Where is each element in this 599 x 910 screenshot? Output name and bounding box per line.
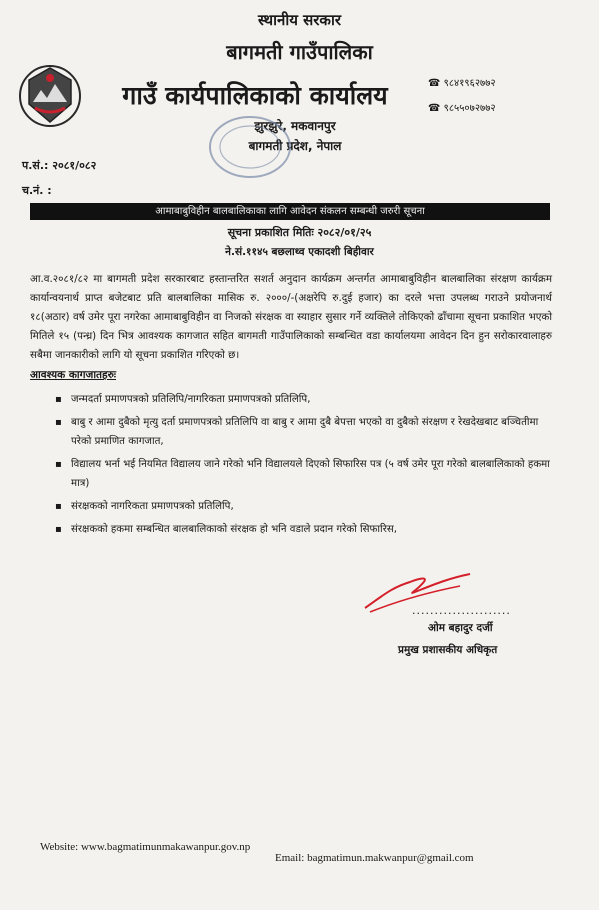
notice-subject-banner: आमाबाबुविहीन बालबालिकाका लागि आवेदन संकलन सम्बन्धी जरुरी सूचना <box>30 203 550 220</box>
list-item: ▪ संरक्षकको नागरिकता प्रमाणपत्रको प्रतिलिपि, <box>55 497 560 516</box>
office-title: गाउँ कार्यपालिकाको कार्यालय <box>122 81 388 110</box>
list-item: ▪ संरक्षकको हकमा सम्बन्धित बालबालिकाको संरक्षक हो भनि वडाले प्रदान गरेको सिफारिस, <box>55 520 560 539</box>
required-documents-list <box>55 390 560 543</box>
local-government-label: स्थानीय सरकार <box>258 11 341 29</box>
list-item: ▪ विद्यालय भर्ना भई नियमित विद्यालय जाने गरेको भनि विद्यालयले दिएको सिफारिस पत्र (५ वर्ष उमेर पूरा गरेको बालबालिकाको हकमा मात्र) <box>55 455 560 493</box>
address-line-1: झुरझुरे, मकवानपुर <box>254 119 336 133</box>
list-item: ▪ बाबु र आमा दुबैको मृत्यु दर्ता प्रमाणपत्रको प्रतिलिपि वा बाबु र आमा दुबै बेपत्ता भएको वा दुबैको संरक्षण र रेखदेखबाट बञ्चितीमा परेको प्रमाणित कागजात, <box>55 413 560 451</box>
office-stamp <box>205 112 295 182</box>
required-documents-heading: आवश्यक कागजातहरुः <box>30 369 117 381</box>
email-address: Email: bagmatimun.makwanpur@gmail.com <box>275 852 474 864</box>
website-url: Website: www.bagmatimunmakawanpur.gov.np <box>40 841 251 853</box>
reference-number: प.सं.: २०८१/०८२ <box>22 159 97 172</box>
phone-number-2: ☎ ९८५५०७२७७२ <box>428 103 496 114</box>
dispatch-number: च.नं. : <box>22 184 52 197</box>
notice-body: आ.व.२०८१/८२ मा बागमती प्रदेश सरकारबाट हस्तान्तरित सशर्त अनुदान कार्यक्रम अन्तर्गत आमाबाबुविहीन बालबालिका संरक्षण कार्यक्रम कार्यान्वयनार्थ प्राप्त बजेटबाट प्रति बालबालिका मासिक रु. २०००/-(अक्षरेपि रु.दुई हजार) का दरले भत्ता उपलब्ध गराउने प्रयोजनार्थ १८(अठार) वर्ष उमेर पूरा नगरेका आमाबाबुविहीन वा निजको संरक्षक वा स्याहार सुसार गर्ने व्यक्तिले तोकिएको ढाँचामा सूचना प्रकाशित भएको मितिले १५ (पन्ध्र) दिन भित्र आवश्यक कागजात सहित बागमती गाउँपालिकाको सम्बन्धित वडा कार्यालयमा आवेदन दिन हुन सरोकारवालाहरु सबैमा जानकारीको लागि यो सूचना प्रकाशित गरिएको छ। <box>30 273 552 361</box>
nepal-emblem-logo <box>15 60 85 132</box>
signatory-title: प्रमुख प्रशासकीय अधिकृत <box>398 644 498 656</box>
publication-date: सूचना प्रकाशित मितिः २०८२/०१/२५ <box>227 226 372 239</box>
address-line-2: बागमती प्रदेश, नेपाल <box>248 139 342 153</box>
phone-number-1: ☎ ९८४१९६२७७२ <box>428 78 496 89</box>
nepal-sambat-date: ने.सं.११४५ बछलाथ्व एकादशी बिहीवार <box>225 246 374 258</box>
municipality-name: बागमती गाउँपालिका <box>226 40 373 64</box>
signatory-name: ओम बहादुर दर्जी <box>428 622 493 634</box>
list-item: ▪ जन्मदर्ता प्रमाणपत्रको प्रतिलिपि/नागरिकता प्रमाणपत्रको प्रतिलिपि, <box>55 390 560 409</box>
signature-line: ...................... <box>412 604 511 617</box>
